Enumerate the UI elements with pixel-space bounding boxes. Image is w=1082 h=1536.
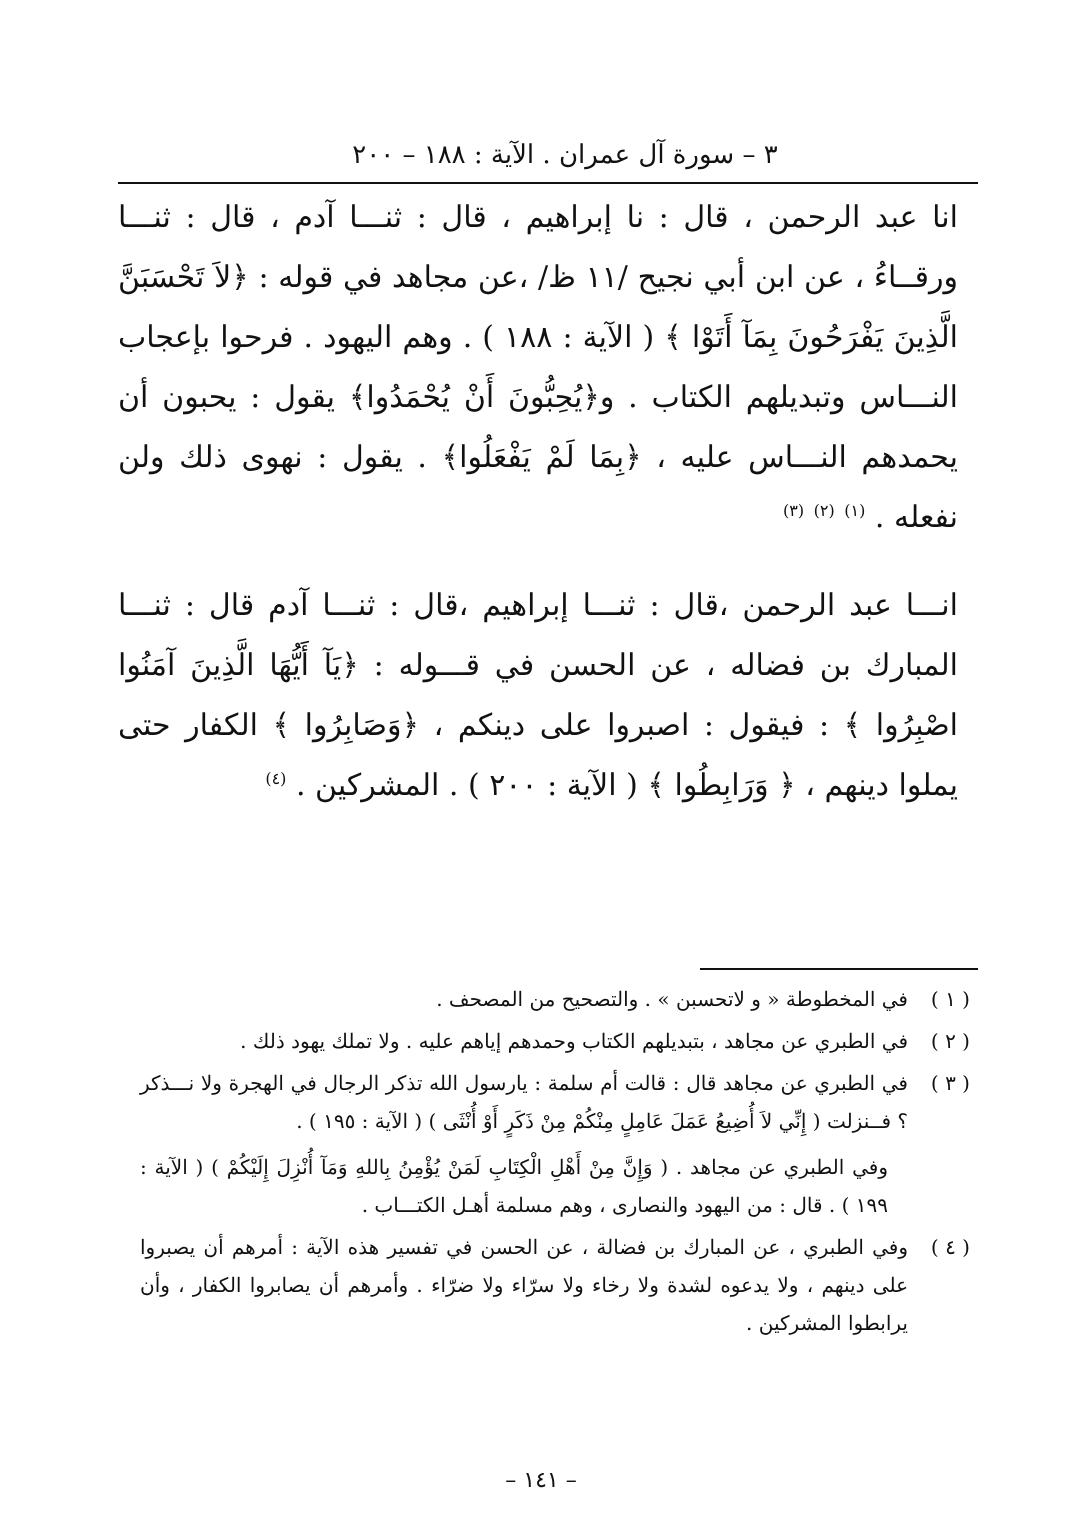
paragraph-2 (118, 576, 978, 816)
footnote-text-continued: وفي الطبري عن مجاهد . ( وَإِنَّ مِنْ أَهْلِ الْكِتَابِ لَمَنْ يُؤْمِنُ بِاللهِ وَمَآ أُنْزِلَ إِلَيْكُمْ ) ( الآية : ١٩٩ ) . قال : من اليهود والنصارى ، وهم مسلمة أهـل الكتـــاب . (140, 1155, 888, 1217)
footnote-mark-4: (٤) (265, 769, 287, 788)
footnote-1 (140, 980, 970, 1018)
running-header: ٣ – سورة آل عمران . الآية : ١٨٨ – ٢٠٠ (352, 140, 778, 170)
footnote-mark-3: (٣) (782, 501, 805, 520)
footnote-mark-2: (٢) (813, 501, 835, 520)
footnote-number: ( ٤ ) (930, 1235, 970, 1259)
paragraph-2-text: انـــا عبد الرحمن ،قال : ثنـــا إبراهيم ،قال : ثنـــا آدم قال : ثنـــا المبارك بن فضاله ، عن الحسن في قـــوله : ﴿يَآ أَيُّهَا الَّذِينَ آمَنُوا اصْبِرُوا ﴾ : فيقول : اصبروا على دينكم ، ﴿وَصَابِرُوا ﴾ الكفار حتى يملوا دينهم ، ﴿ وَرَابِطُوا ﴾ ( الآية : ٢٠٠ ) . المشركين . (118, 588, 958, 803)
footnote-text: في الطبري عن مجاهد قال : قالت أم سلمة : يارسول الله تذكر الرجال في الهجرة ولا نـــذكر ؟ فــنزلت ( إِنِّي لاَ أُضِيعُ عَمَلَ عَامِلٍ مِنْكُمْ مِنْ ذَكَرٍ أَوْ أُنْثَى ) ( الآية : ١٩٥ ) . (140, 1071, 908, 1133)
footnote-number: ( ٣ ) (930, 1071, 970, 1095)
footnote-number: ( ١ ) (930, 987, 970, 1011)
paragraph-1-text: انا عبد الرحمن ، قال : نا إبراهيم ، قال : ثنـــا آدم ، قال : ثنـــا ورقــاءُ ، عن ابن أبي نجيح /١١ ظ/ ،عن مجاهد في قوله : ﴿لاَ تَحْسَبَنَّ الَّذِينَ يَفْرَحُونَ بِمَآ أَتَوْا ﴾ ( الآية : ١٨٨ ) . وهم اليهود . فرحوا بإعجاب النـــاس وتبديلهم الكتاب . و﴿يُحِبُّونَ أَنْ يُحْمَدُوا﴾ يقول : يحبون أن يحمدهم النـــاس عليه ، ﴿بِمَا لَمْ يَفْعَلُوا﴾ . يقول : نهوى ذلك ولن نفعله . (118, 200, 958, 535)
footnote-text: وفي الطبري ، عن المبارك بن فضالة ، عن الحسن في تفسير هذه الآية : أمرهم أن يصبروا على دينهم ، ولا يدعوه لشدة ولا رخاء ولا سرّاء ولا ضرّاء . وأمرهم أن يصابروا الكفار ، وأن يرابطوا المشركين . (140, 1235, 908, 1335)
footnote-rule (700, 968, 978, 970)
footnote-4 (140, 1228, 970, 1342)
footnote-text: في الطبري عن مجاهد ، بتبديلهم الكتاب وحمدهم إياهم عليه . ولا تملك يهود ذلك . (240, 1029, 908, 1053)
footnotes (140, 980, 970, 1346)
main-text (118, 188, 978, 816)
page-number: – ١٤١ – (505, 1468, 577, 1493)
footnote-mark-1: (١) (844, 501, 866, 520)
footnote-2 (140, 1022, 970, 1060)
header-rule (118, 182, 978, 184)
footnote-text: في المخطوطة « و لاتحسبن » . والتصحيح من المصحف . (436, 987, 908, 1011)
footnote-number: ( ٢ ) (930, 1029, 970, 1053)
footnote-3 (140, 1064, 970, 1224)
paragraph-1 (118, 188, 978, 548)
